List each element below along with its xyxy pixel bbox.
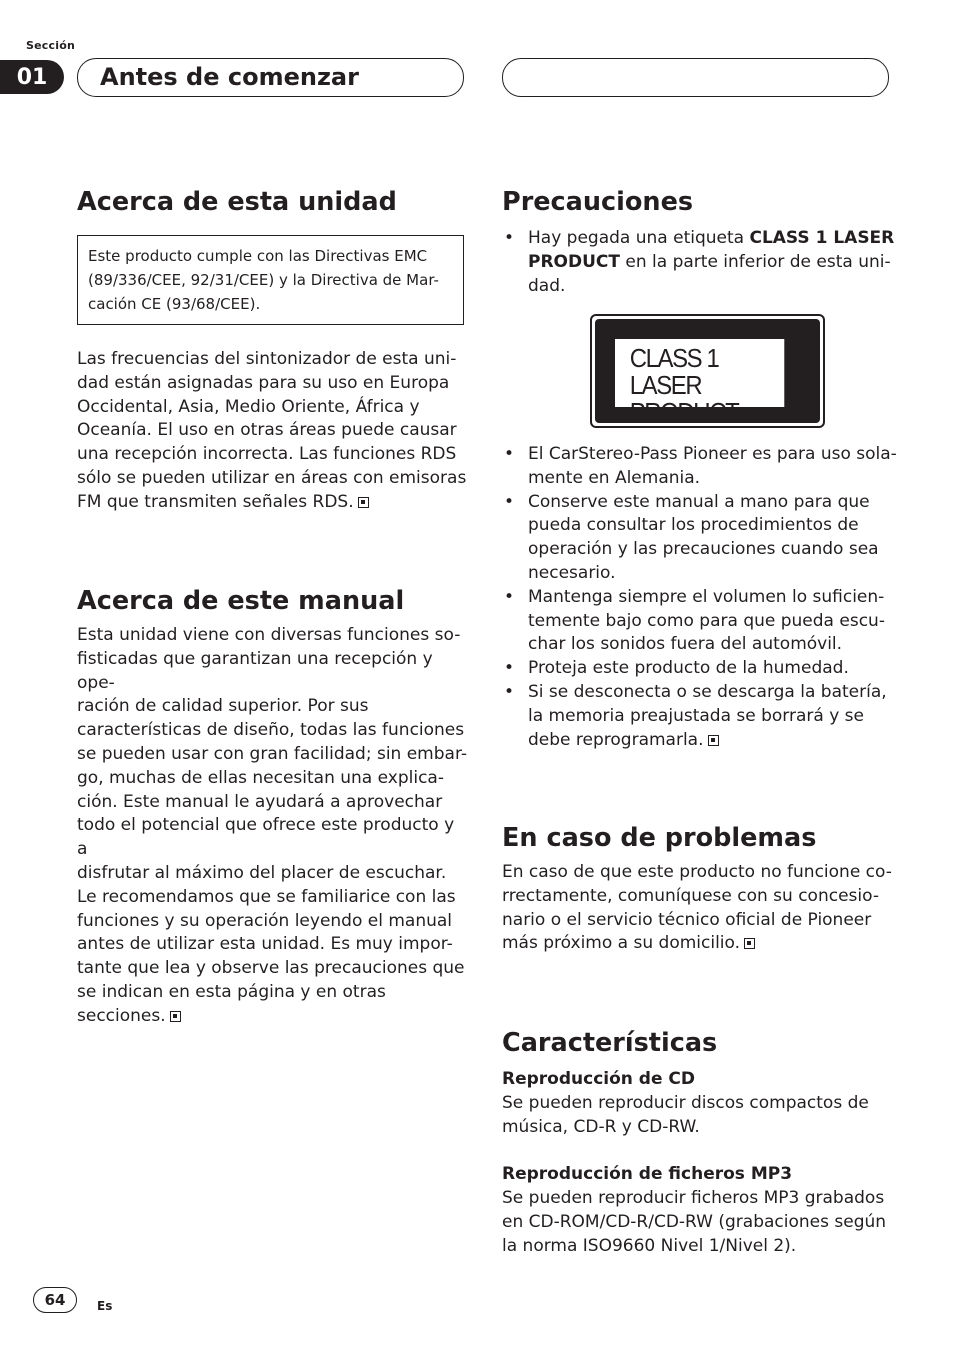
item-line: necesario. [528,562,616,583]
paragraph-line: todo el potencial que ofrece este producto y a [77,815,455,860]
item-line: • El CarStereo-Pass Pioneer es para uso sola- [528,444,897,464]
list-item [502,227,897,298]
directive-line: Este producto cumple con las Directivas EMC [88,247,428,265]
empty-header-pill [502,58,889,97]
paragraph-line: fisticadas que garantizan una recepción y ope- [77,648,433,693]
label-name: CLASS 1 LASER [749,228,895,248]
paragraph-line: en CD-ROM/CD-R/CD-RW (grabaciones según [502,1211,887,1232]
problems-paragraph [502,861,897,956]
item-line [528,251,897,275]
paragraph-line: características de diseño, todas las funciones [77,720,465,741]
manual-heading: Acerca de este manual [77,586,405,616]
end-of-section-icon [170,1011,181,1022]
list-item [502,657,897,681]
line-text: FM que transmiten señales RDS. [77,491,354,512]
paragraph-line: tante que lea y observe las precauciones que [77,958,465,979]
laser-label-line: CLASS 1 [629,343,719,373]
paragraph-line: una recepción incorrecta. Las funciones RDS [77,444,457,465]
paragraph-line: Las frecuencias del sintonizador de esta uni- [77,349,457,369]
item-line: operación y las precauciones cuando sea [528,539,879,560]
list-item [502,586,897,657]
section-title-pill [77,58,464,97]
paragraph-line: rrectamente, comuníquese con su concesio- [502,885,879,906]
paragraph-line: Esta unidad viene con diversas funciones so- [77,625,461,645]
unit-heading: Acerca de esta unidad [77,187,397,217]
section-label: Sección [26,39,75,52]
end-of-section-icon [744,938,755,949]
item-line: • Proteja este producto de la humedad. [528,658,849,679]
problems-heading: En caso de problemas [502,823,817,853]
paragraph-line: la norma ISO9660 Nivel 1/Nivel 2). [502,1235,797,1256]
paragraph-line: se indican en esta página y en otras [77,981,386,1002]
item-line: mente en Alemania. [528,467,701,488]
laser-label-text [615,339,784,427]
paragraph-line: se pueden usar con gran facilidad; sin embar- [77,743,467,764]
cd-playback-paragraph [502,1092,897,1140]
paragraph-line [77,491,467,515]
end-of-section-icon [358,497,369,508]
item-line: pueda consultar los procedimientos de [528,515,859,536]
item-line: dad. [528,275,566,296]
mp3-playback-paragraph [502,1187,897,1258]
cd-playback-subheading: Reproducción de CD [502,1069,696,1089]
list-item [502,491,897,586]
item-text: debe reprogramarla. [528,729,704,750]
item-text: en la parte inferior de esta uni- [620,251,891,272]
laser-label-line: LASER PRODUCT [629,370,739,427]
section-title: Antes de comenzar [100,63,359,91]
line-text: secciones. [77,1005,166,1026]
language-code: Es [97,1299,113,1313]
list-item [502,681,897,752]
paragraph-line: ción. Este manual le ayudará a aprovechar [77,791,443,812]
paragraph-line: sólo se pueden utilizar en áreas con emisoras [77,467,467,488]
paragraph-line [77,1005,467,1029]
line-text: más próximo a su domicilio. [502,933,741,954]
paragraph-line: nario o el servicio técnico oficial de Pioneer [502,909,872,930]
paragraph-line: ración de calidad superior. Por sus [77,696,369,717]
item-text: Hay pegada una etiqueta [528,228,750,248]
item-line [528,227,897,251]
item-line: • Mantenga siempre el volumen lo suficien- [528,586,885,607]
paragraph-line: funciones y su operación leyendo el manual [77,910,453,931]
paragraph-line: Se pueden reproducir ficheros MP3 grabados [502,1188,885,1208]
paragraph-line: dad están asignadas para su uso en Europa [77,372,450,393]
paragraph-line: Se pueden reproducir discos compactos de [502,1093,869,1113]
directive-notice-box [77,235,464,325]
precautions-list [502,443,897,752]
item-line: • Conserve este manual a mano para que [528,491,870,512]
precautions-heading: Precauciones [502,187,694,217]
item-line: temente bajo como para que pueda escu- [528,610,885,631]
paragraph-line: disfrutar al máximo del placer de escuchar. [77,862,447,883]
paragraph-line: Oceanía. El uso en otras áreas puede causar [77,420,457,441]
directive-line: cación CE (93/68/CEE). [88,295,261,313]
frequencies-paragraph [77,348,467,515]
list-item [502,443,897,491]
directive-line: (89/336/CEE, 92/31/CEE) y la Directiva de Mar- [88,271,439,289]
item-line: char los sonidos fuera del automóvil. [528,634,843,655]
paragraph-line: go, muchas de ellas necesitan una explica- [77,767,444,788]
page-number: 64 [33,1287,77,1313]
paragraph-line [502,932,897,956]
paragraph-line: En caso de que este producto no funcione co- [502,862,892,882]
item-line [528,729,897,753]
section-number-tab: 01 [0,60,64,94]
label-name: PRODUCT [528,251,620,272]
precautions-first-list [502,227,897,298]
manual-paragraph [77,624,467,1029]
item-line: la memoria preajustada se borrará y se [528,705,864,726]
laser-product-label [590,314,825,428]
paragraph-line: Occidental, Asia, Medio Oriente, África y [77,396,420,417]
features-heading: Características [502,1028,718,1058]
mp3-playback-subheading: Reproducción de ficheros MP3 [502,1164,793,1184]
paragraph-line: Le recomendamos que se familiarice con las [77,886,456,907]
item-line: • Si se desconecta o se descarga la batería, [528,681,887,702]
paragraph-line: antes de utilizar esta unidad. Es muy impor- [77,934,453,955]
paragraph-line: música, CD-R y CD-RW. [502,1116,700,1137]
end-of-section-icon [708,735,719,746]
laser-label-frame [595,319,820,427]
